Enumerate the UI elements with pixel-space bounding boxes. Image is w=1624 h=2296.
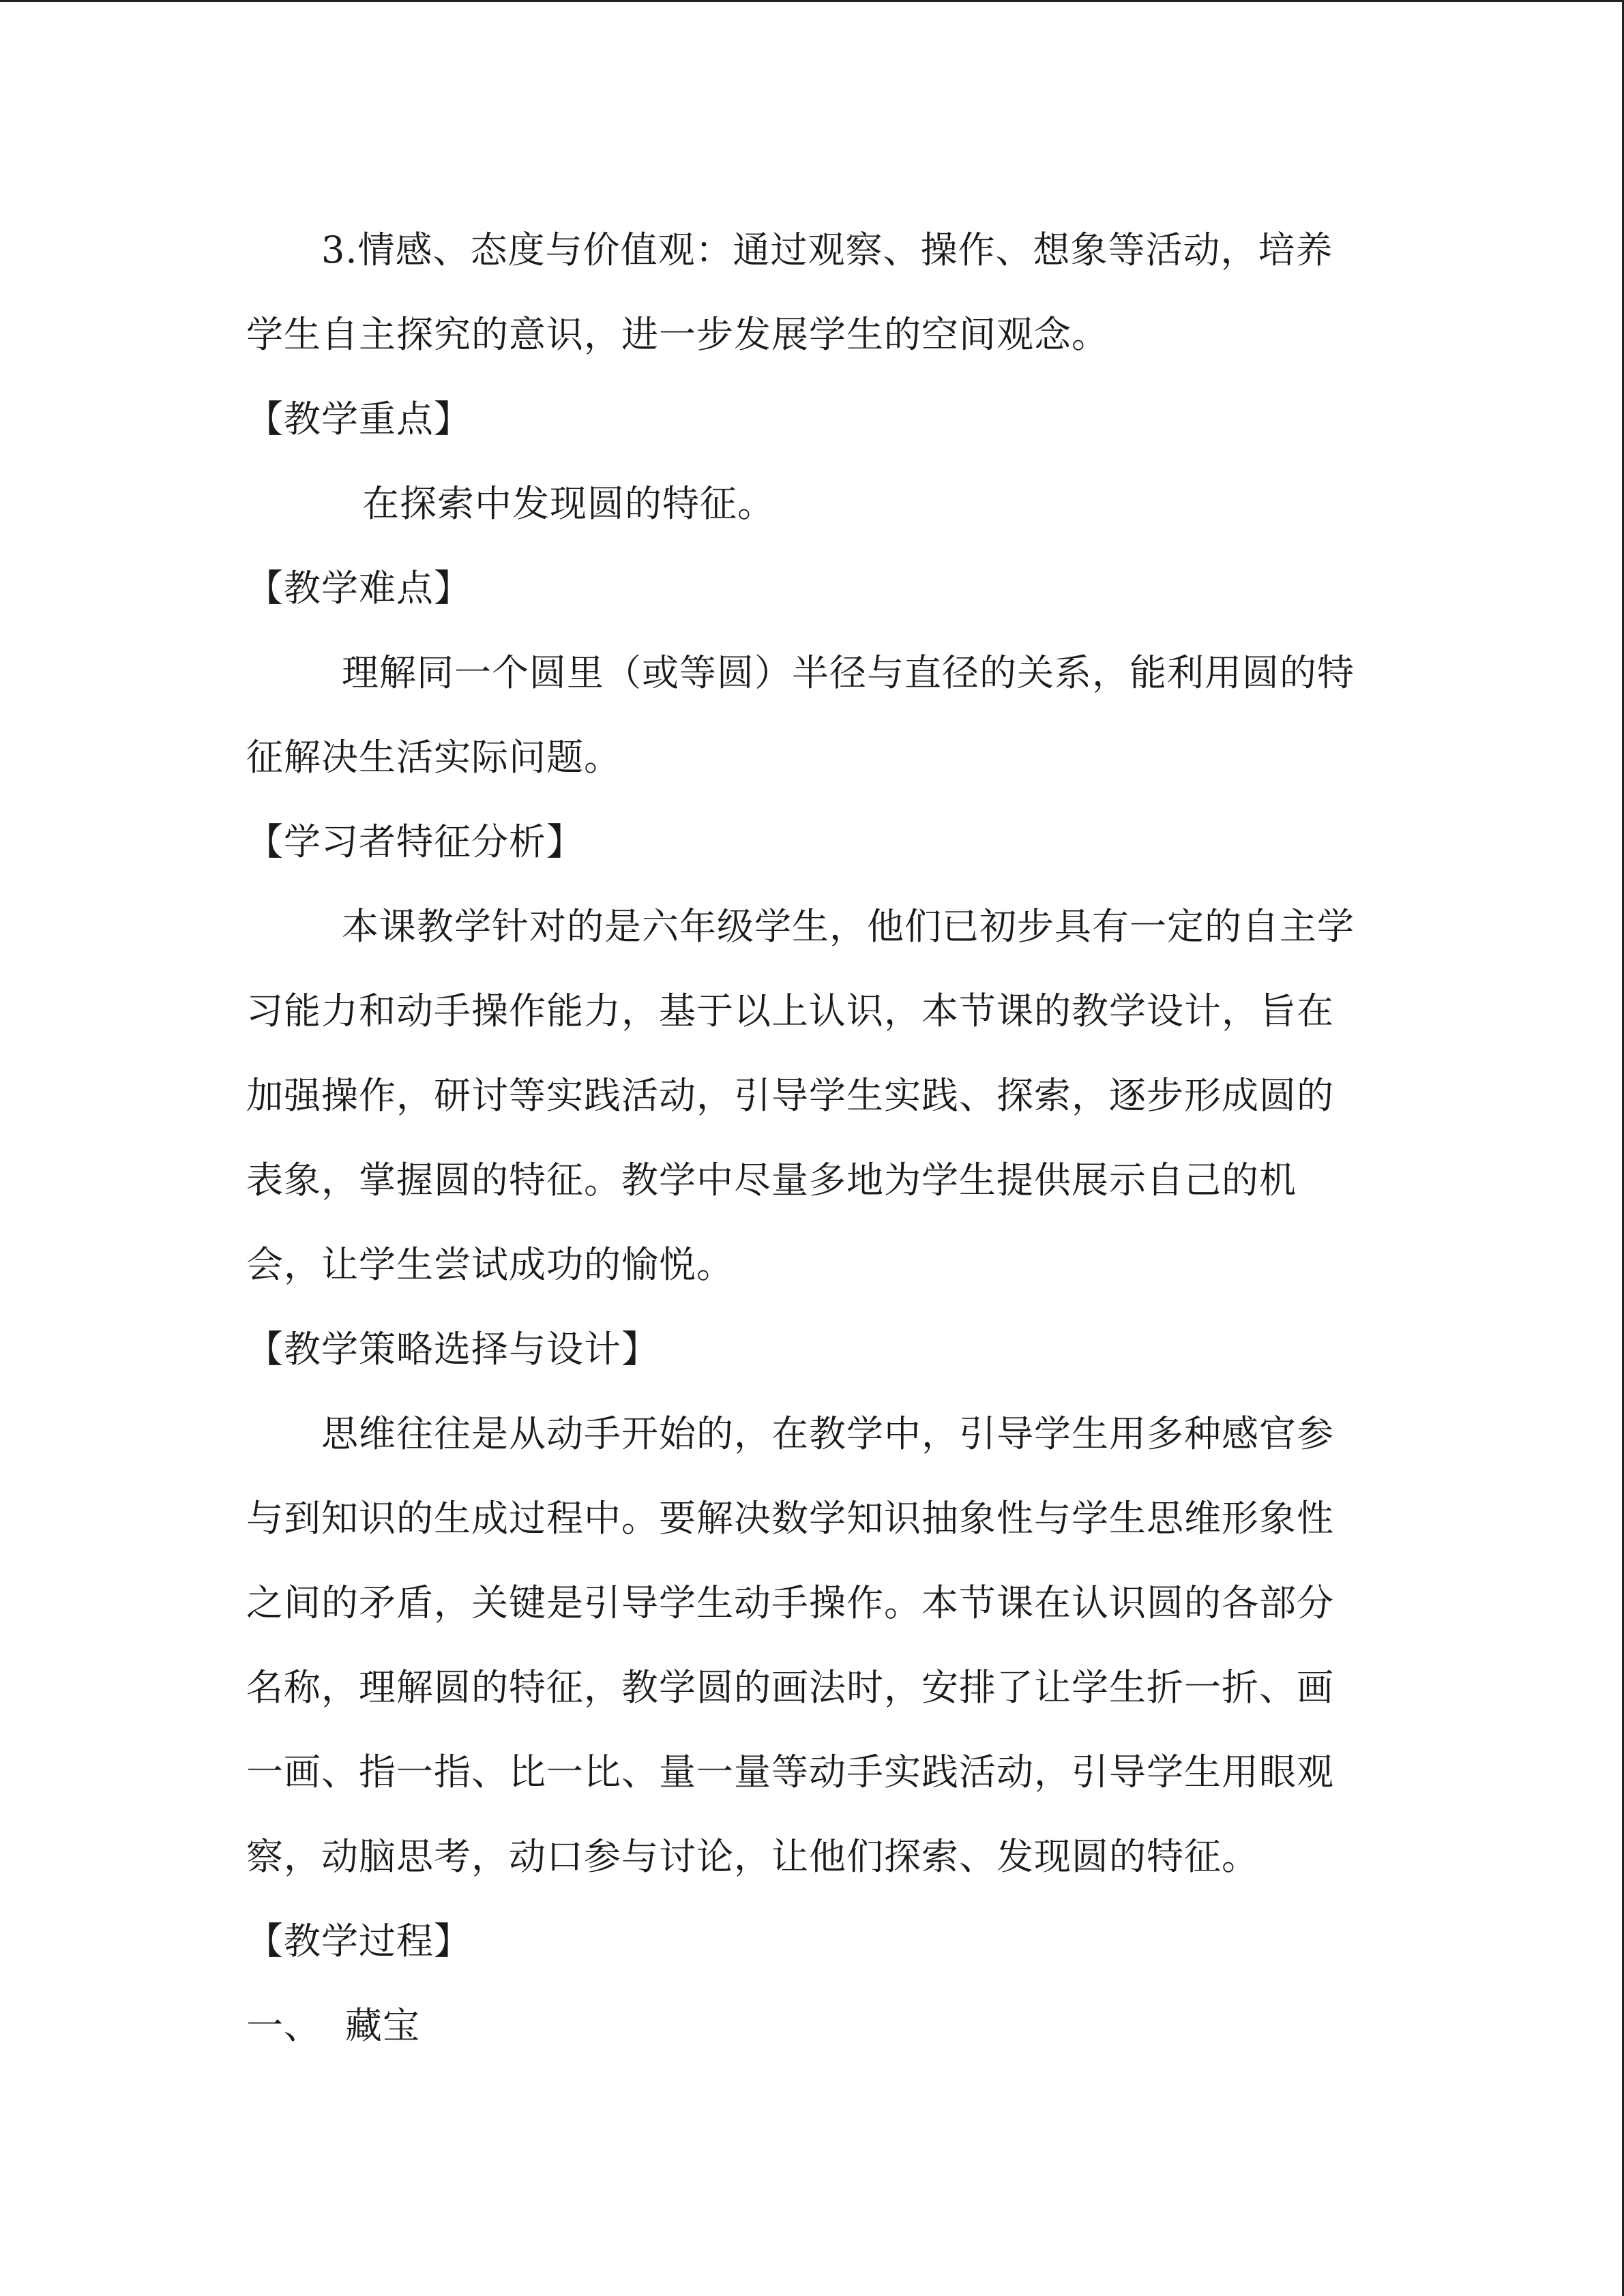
paragraph-line: 加强操作，研讨等实践活动，引导学生实践、探索，逐步形成圆的 — [246, 1074, 1334, 1117]
section-heading: 【教学策略选择与设计】 — [246, 1328, 659, 1371]
document-body — [246, 208, 1378, 2068]
paragraph-line: 本课教学针对的是六年级学生，他们已初步具有一定的自主学 — [342, 905, 1355, 948]
section-heading: 【教学重点】 — [246, 398, 471, 441]
paragraph-line: 3.情感、态度与价值观：通过观察、操作、想象等活动，培养 — [321, 228, 1333, 271]
section-heading: 【学习者特征分析】 — [246, 820, 584, 863]
paragraph-line: 会，让学生尝试成功的愉悦。 — [246, 1243, 734, 1286]
paragraph-line: 在探索中发现圆的特征。 — [362, 482, 775, 525]
paragraph-line: 征解决生活实际问题。 — [246, 736, 621, 779]
section-heading: 【教学难点】 — [246, 567, 471, 610]
paragraph-line: 与到知识的生成过程中。要解决数学知识抽象性与学生思维形象性 — [246, 1497, 1334, 1540]
paragraph-line: 表象，掌握圆的特征。教学中尽量多地为学生提供展示自己的机 — [246, 1159, 1297, 1202]
paragraph-line: 名称，理解圆的特征，教学圆的画法时，安排了让学生折一折、画 — [246, 1666, 1334, 1709]
paragraph-line: 学生自主探究的意识，进一步发展学生的空间观念。 — [246, 313, 1109, 356]
section-heading: 【教学过程】 — [246, 1920, 471, 1963]
paragraph-line: 习能力和动手操作能力，基于以上认识，本节课的教学设计，旨在 — [246, 989, 1334, 1032]
list-item-text: 藏宝 — [345, 2004, 420, 2047]
paragraph-line: 理解同一个圆里（或等圆）半径与直径的关系，能利用圆的特 — [342, 651, 1355, 694]
paragraph-line: 一画、指一指、比一比、量一量等动手实践活动，引导学生用眼观 — [246, 1750, 1334, 1793]
list-item-number: 一、 — [246, 2004, 321, 2047]
paragraph-line: 思维往往是从动手开始的，在教学中，引导学生用多种感官参 — [321, 1412, 1334, 1455]
paragraph-line: 察，动脑思考，动口参与讨论，让他们探索、发现圆的特征。 — [246, 1835, 1259, 1878]
paragraph-line: 之间的矛盾，关键是引导学生动手操作。本节课在认识圆的各部分 — [246, 1581, 1334, 1624]
list-item — [246, 1984, 1378, 2068]
